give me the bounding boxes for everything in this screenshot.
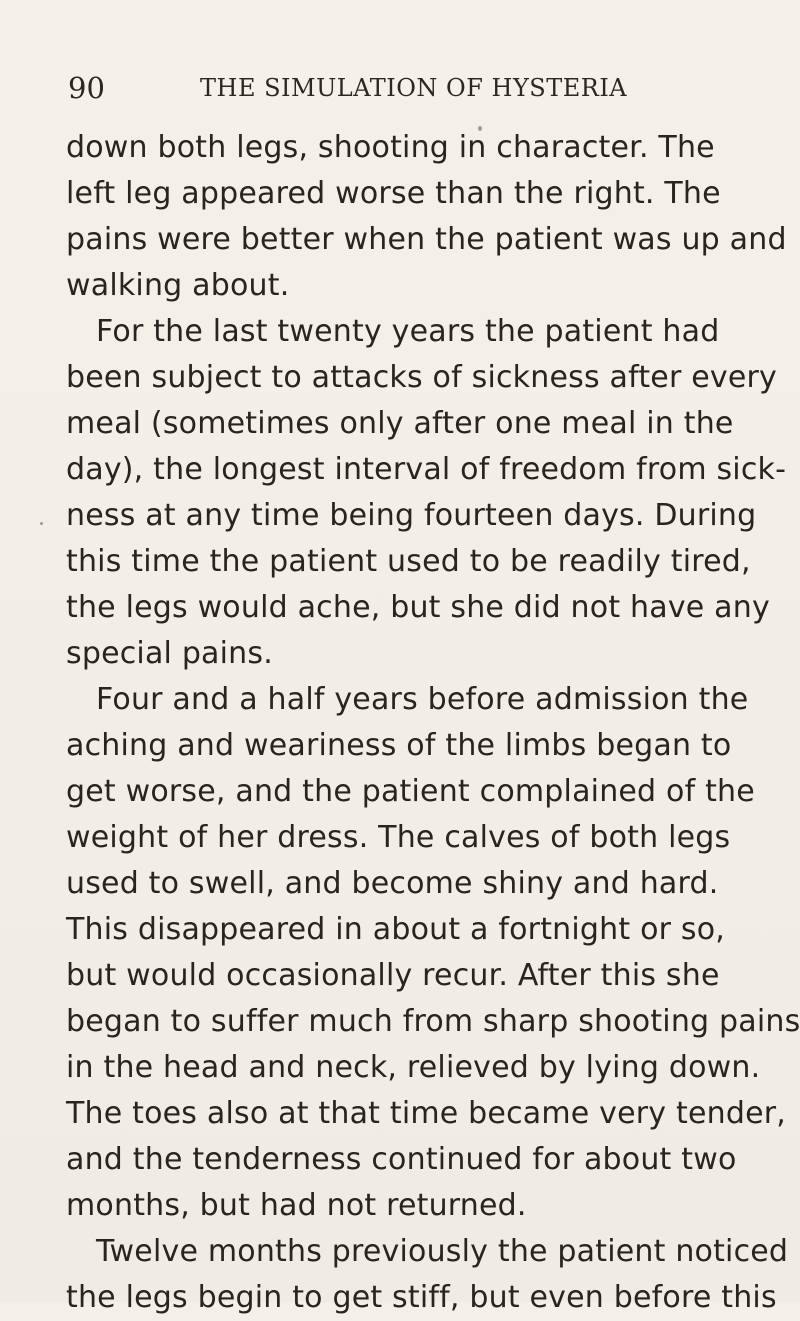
text-line: but would occasionally recur. After this she xyxy=(66,958,720,993)
text-line: months, but had not returned. xyxy=(66,1188,527,1223)
text-line: the legs begin to get stiff, but even before this xyxy=(66,1280,777,1315)
text-line: The toes also at that time became very tender, xyxy=(66,1096,787,1131)
running-head xyxy=(68,68,628,108)
text-line: get worse, and the patient complained of the xyxy=(66,774,755,809)
text-line: weight of her dress. The calves of both legs xyxy=(66,820,731,855)
page-number: 90 xyxy=(68,71,105,105)
text-line: and the tenderness continued for about two xyxy=(66,1142,737,1177)
text-line: special pains. xyxy=(66,636,273,671)
text-line: in the head and neck, relieved by lying down. xyxy=(66,1050,761,1085)
ink-speck xyxy=(40,522,43,525)
body-text xyxy=(66,125,800,1321)
text-line: This disappeared in about a fortnight or so, xyxy=(66,912,726,947)
text-line: left leg appeared worse than the right. The xyxy=(66,176,721,211)
text-line: used to swell, and become shiny and hard. xyxy=(66,866,719,901)
text-line: down both legs, shooting in character. The xyxy=(66,130,715,165)
text-line: meal (sometimes only after one meal in the xyxy=(66,406,734,441)
text-line: pains were better when the patient was up and xyxy=(66,222,787,257)
text-line: began to suffer much from sharp shooting pains xyxy=(66,1004,800,1039)
paragraph-start-line: Four and a half years before admission the xyxy=(96,682,749,717)
text-line: the legs would ache, but she did not have any xyxy=(66,590,770,625)
paragraph-start-line: Twelve months previously the patient noticed xyxy=(96,1234,789,1269)
text-line: this time the patient used to be readily tired, xyxy=(66,544,751,579)
paragraph-start-line: For the last twenty years the patient had xyxy=(96,314,720,349)
text-line: ness at any time being fourteen days. During xyxy=(66,498,757,533)
text-line: walking about. xyxy=(66,268,290,303)
text-line: day), the longest interval of freedom from sick- xyxy=(66,452,787,487)
running-title: THE SIMULATION OF HYSTERIA xyxy=(200,74,628,102)
text-line: aching and weariness of the limbs began to xyxy=(66,728,732,763)
text-line: been subject to attacks of sickness after every xyxy=(66,360,777,395)
